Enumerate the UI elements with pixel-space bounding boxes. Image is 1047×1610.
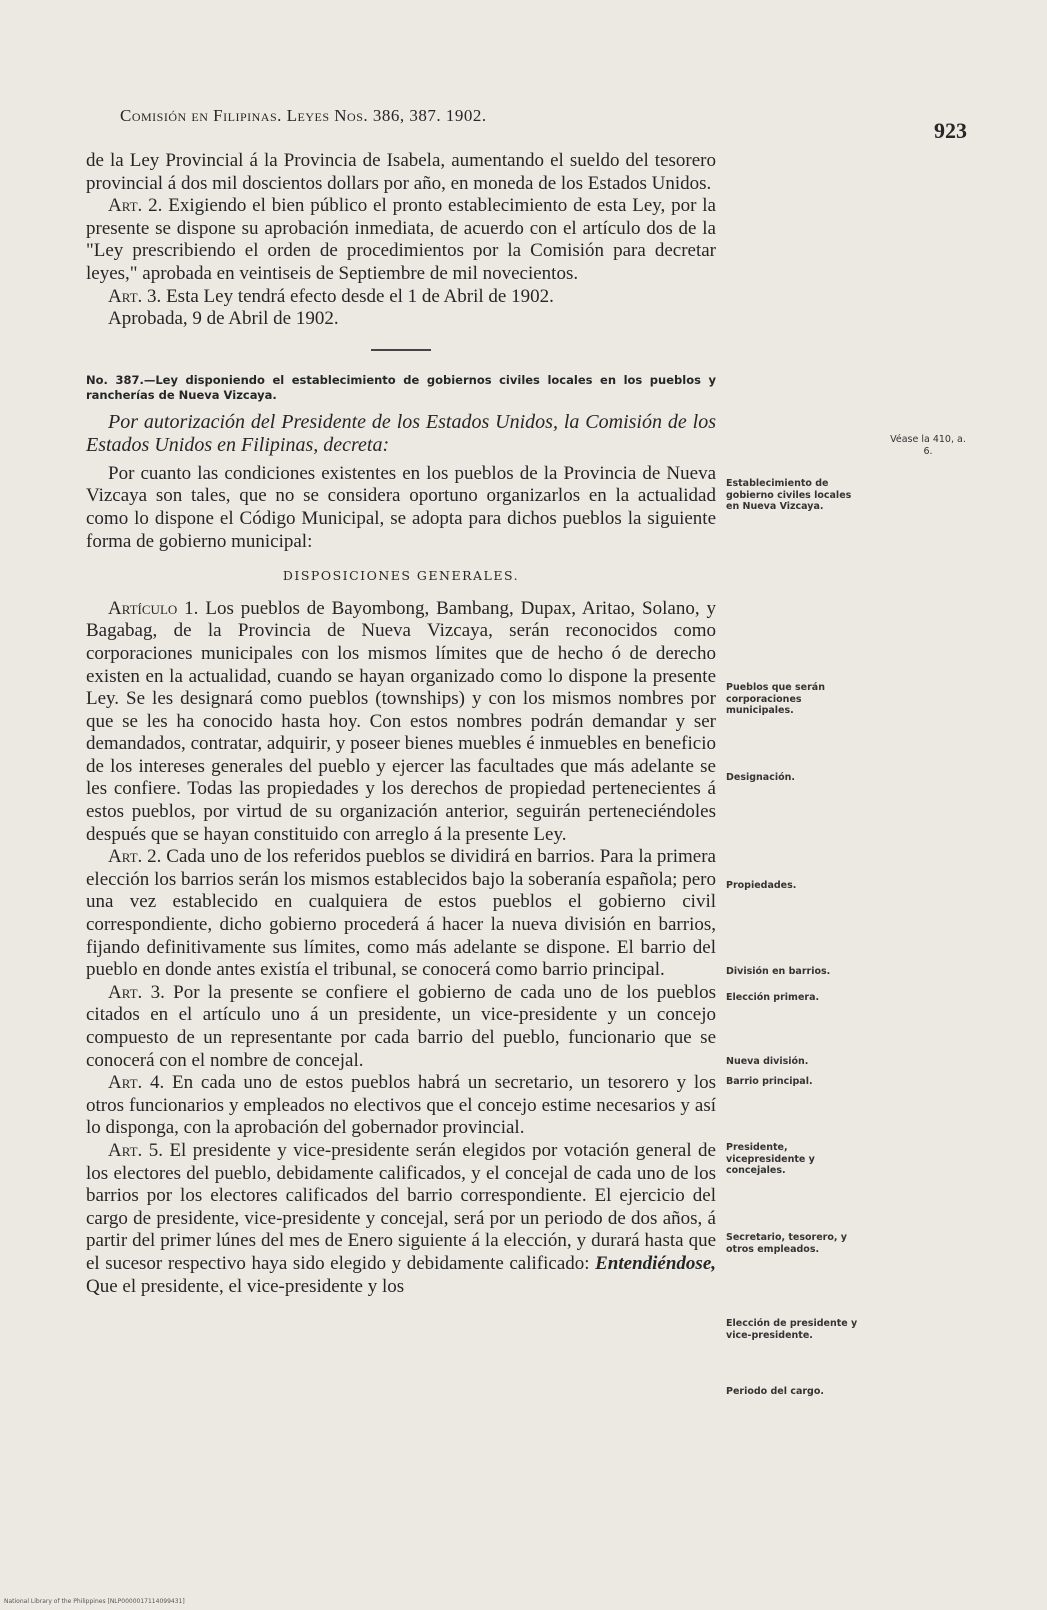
section-heading: DISPOSICIONES GENERALES. bbox=[282, 568, 520, 584]
paragraph-text: de la Ley Provincial á la Provincia de Isabela, aumentando el sueldo del tesorero provincial á dos mil doscientos dollars por año, en moneda de los Estados Unidos. bbox=[86, 150, 716, 194]
article-4 bbox=[86, 1072, 716, 1140]
margin-note-designation: Designación. bbox=[726, 772, 796, 783]
article-text: Los pueblos de Bayombong, Bambang, Dupax, Aritao, Solano, y Bagabag, de la Provincia de Nueva Vizcaya, serán reconocidos como corporaciones municipales con los mismos límites que de hecho ó de derecho existen en la actualidad, cuando se hayan organizado como lo dispone la presente Ley. Se les designará como pueblos (townships) y con los mismos nombres por que se les ha conocido hasta hoy. Con estos nombres podrán demandar y ser demandados, contratar, adquirir, y poseer bienes muebles é inmuebles en beneficio de los intereses generales del pueblo y ejercer las facultades que más adelante se les confiere. Todas las propiedades y los derechos de propiedad pertenecientes á estos pueblos, por virtud de su organización anterior, seguirán perteneciéndoles después que se hayan constituido con arreglo á la presente Ley. bbox=[86, 597, 716, 845]
margin-note-first-election: Elección primera. bbox=[726, 992, 820, 1003]
article-label: Art. 2. bbox=[108, 846, 162, 868]
article-5 bbox=[86, 1140, 716, 1298]
article-text: Cada uno de los referidos pueblos se dividirá en barrios. Para la primera elección los barrios serán los mismos establecidos bajo la soberanía española; pero una vez establecido en cualquiera de estos pueblos el gobierno civil correspondiente, dicho gobierno procederá á hacer la nueva división en barrios, fijando definitivamente sus límites, como más adelante se dispone. El barrio del pueblo en donde antes existía el tribunal, se conocerá como barrio principal. bbox=[86, 846, 716, 981]
margin-note-new-division: Nueva división. bbox=[726, 1056, 809, 1067]
approval-date: Aprobada, 9 de Abril de 1902. bbox=[108, 308, 339, 330]
section-divider bbox=[371, 349, 431, 351]
article-label: Art. 4. bbox=[108, 1072, 165, 1094]
article-3 bbox=[86, 982, 716, 1072]
emphasis-term: Entendiéndose, bbox=[595, 1252, 716, 1274]
paragraph-continuation bbox=[86, 150, 716, 195]
margin-note-establishment: Establecimiento de gobierno civiles locales en Nueva Vizcaya. bbox=[726, 478, 852, 512]
article-1 bbox=[86, 598, 716, 847]
margin-note-election-president: Elección de presidente y vice-presidente. bbox=[726, 1318, 858, 1341]
margin-note-main-barrio: Barrio principal. bbox=[726, 1076, 813, 1087]
article-text: Esta Ley tendrá efecto desde el 1 de Abril de 1902. bbox=[161, 285, 554, 307]
article-text: En cada uno de estos pueblos habrá un secretario, un tesorero y los otros funcionarios y empleados no electivos que el concejo estime necesarios y así lo disponga, con la aprobación del gobernador provincial. bbox=[86, 1072, 716, 1139]
article-2 bbox=[86, 846, 716, 982]
enacting-clause: Por autorización del Presidente de los Estados Unidos, la Comisión de los Estados Unidos en Filipinas, decreta: bbox=[86, 410, 716, 456]
article-2-first-law bbox=[86, 195, 716, 285]
law-title: No. 387.—Ley disponiendo el establecimiento de gobiernos civiles locales en los pueblos y rancherías de Nueva Vizcaya. bbox=[86, 372, 716, 402]
article-label: Art. 3. bbox=[108, 981, 165, 1003]
article-text: Exigiendo el bien público el pronto establecimiento de esta Ley, por la presente se dispone su aprobación inmediata, de acuerdo con el artículo dos de la "Ley prescribiendo el orden de procedimientos por la Comisión para decretar leyes," aprobada en veintiseis de Septiembre de mil novecientos. bbox=[86, 195, 716, 284]
running-head: Comisión en Filipinas. Leyes Nos. 386, 387. 1902. bbox=[120, 106, 487, 125]
margin-cross-reference: Véase la 410, a. 6. bbox=[890, 434, 966, 457]
margin-note-corporations: Pueblos que serán corporaciones municipales. bbox=[726, 682, 825, 716]
article-label: Art. 5. bbox=[108, 1139, 163, 1161]
article-label: Artículo 1. bbox=[108, 597, 199, 619]
margin-note-term: Periodo del cargo. bbox=[726, 1386, 824, 1397]
page-number: 923 bbox=[934, 118, 967, 143]
margin-note-properties: Propiedades. bbox=[726, 880, 797, 891]
margin-note-officers: Presidente, vicepresidente y concejales. bbox=[726, 1142, 815, 1176]
preamble: Por cuanto las condiciones existentes en los pueblos de la Provincia de Nueva Vizcaya son tales, que no se considera oportuno organizarlos en la actualidad como lo dispone el Código Municipal, se adopta para dichos pueblos la siguiente forma de gobierno municipal: bbox=[86, 462, 716, 552]
article-text: El presidente y vice-presidente serán elegidos por votación general de los electores del pueblo, debidamente calificados, y el concejal de cada uno de los barrios por los electores calificados del barrio correspondiente. El ejercicio del cargo de presidente, vice-presidente y concejal, será por un periodo de dos años, á partir del primer lúnes del mes de Enero siguiente á la elección, y durará hasta que el sucesor respectivo haya sido elegido y debidamente calificado: bbox=[86, 1139, 716, 1274]
article-3-first-law bbox=[86, 286, 716, 309]
article-label: Art. 2. bbox=[108, 195, 163, 217]
article-text: Por la presente se confiere el gobierno de cada uno de los pueblos citados en el artículo uno á un presidente, un vice-presidente y un concejo compuesto de un representante por cada barrio del pueblo, funcionario que se conocerá con el nombre de concejal. bbox=[86, 981, 716, 1071]
footer-credit: National Library of the Philippines [NLP0000017114099431] bbox=[4, 1598, 185, 1605]
margin-note-secretary: Secretario, tesorero, y otros empleados. bbox=[726, 1232, 847, 1255]
main-text-column bbox=[86, 150, 716, 1298]
article-label: Art. 3. bbox=[108, 285, 162, 307]
article-text-end: Que el presidente, el vice-presidente y los bbox=[86, 1275, 405, 1297]
margin-note-division: División en barrios. bbox=[726, 966, 831, 977]
